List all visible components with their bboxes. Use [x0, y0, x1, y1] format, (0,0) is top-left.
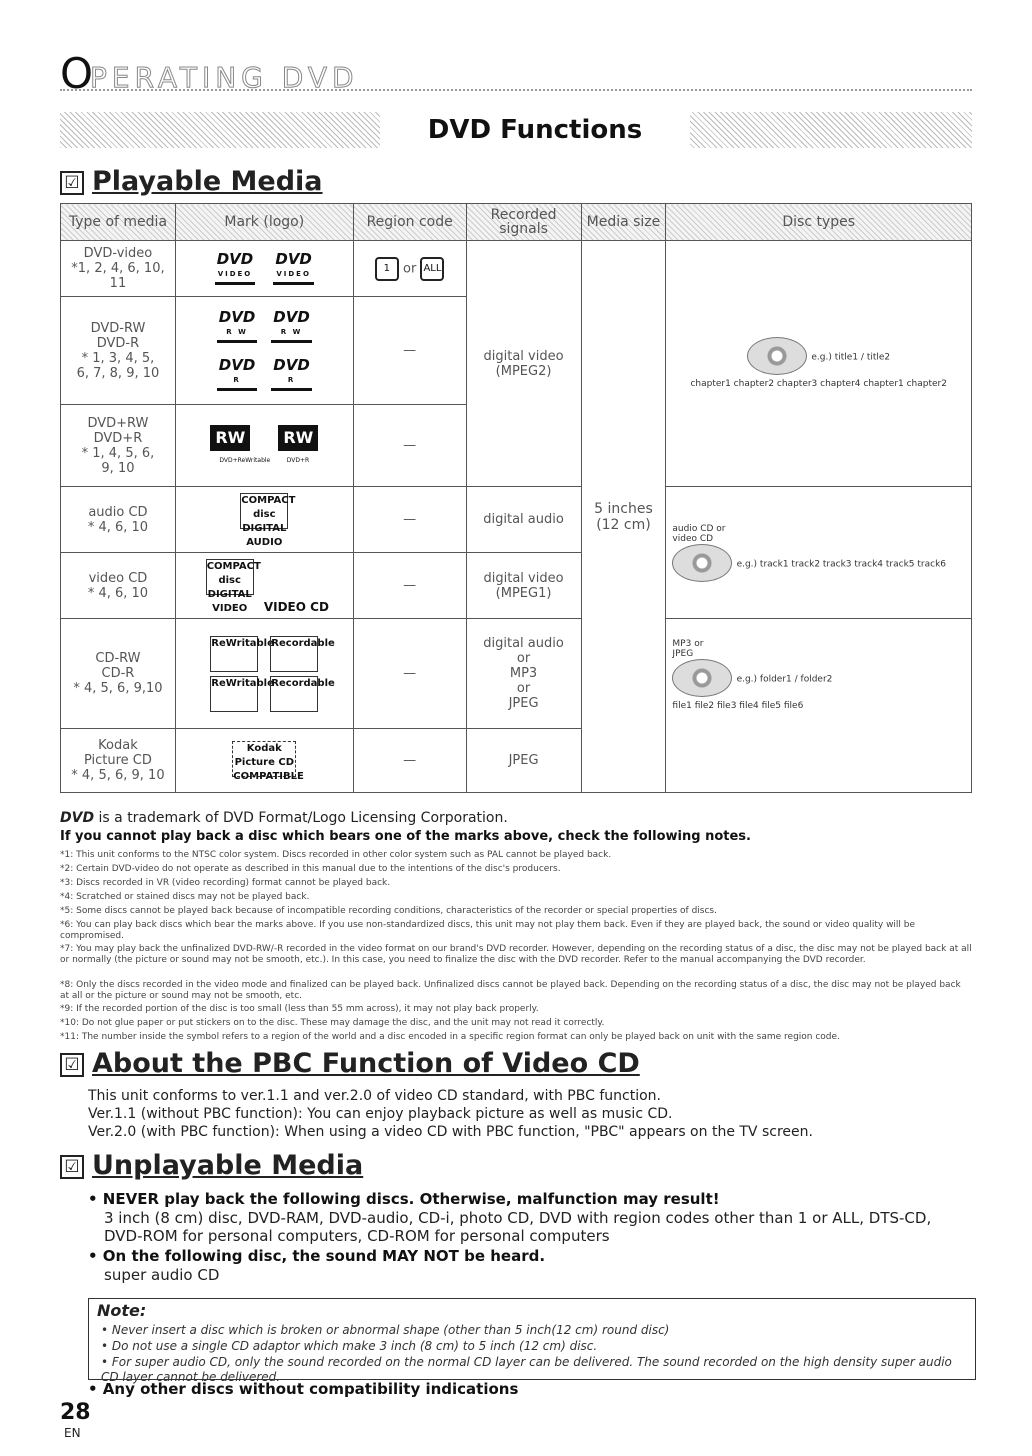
pbc-text: This unit conforms to ver.1.1 and ver.2.0 of video CD standard, with PBC function. [88, 1088, 661, 1104]
media-type: video CD [88, 570, 148, 586]
pbc-text: Ver.1.1 (without PBC function): You can enjoy playback picture as well as music CD. [88, 1106, 673, 1122]
unplayable-bullet: • NEVER play back the following discs. Otherwise, malfunction may result! [88, 1190, 720, 1208]
region-cell: — [353, 619, 466, 729]
region-1-icon: 1 [375, 257, 399, 281]
media-type: audio CD [88, 504, 148, 520]
disc-type-label: MP3 or JPEG [672, 639, 704, 659]
col-header: Disc types [666, 204, 972, 241]
dvd-rw-logo: DVD R W [271, 310, 312, 343]
video-cd-logo: VIDEO CD [263, 599, 329, 614]
unplayable-bullet: • Any other discs without compatibility indications [88, 1380, 519, 1398]
table-row: DVD+RW DVD+R * 1, 4, 5, 6, 9, 10 RW RW DVD+ReWritable DVD+R — [61, 405, 972, 487]
media-type: DVD-RW DVD-R [90, 320, 146, 351]
col-header: Region code [353, 204, 466, 241]
cd-da-logo: COMPACT disc DIGITAL AUDIO [241, 494, 296, 548]
note-box [88, 1298, 976, 1384]
region-cell: — [353, 297, 466, 405]
footnote: *3: Discs recorded in VR (video recording) format cannot be played back. [60, 878, 391, 888]
footnote: *2: Certain DVD-video do not operate as described in this manual due to the intentions of the disc's producers. [60, 864, 561, 874]
dvd-video-logo: DVD VIDEO [273, 252, 314, 285]
pbc-heading: ☑ About the PBC Function of Video CD [60, 1048, 640, 1079]
kodak-logo: Kodak Picture CD COMPATIBLE [233, 742, 304, 782]
header-initial: O [60, 49, 94, 98]
region-cell: — [353, 405, 466, 487]
media-notes: * 4, 5, 6, 9, 10 [71, 768, 165, 783]
cd-video-logo: COMPACT disc DIGITAL VIDEO [206, 560, 261, 614]
cd-r-logo: Recordable [270, 636, 318, 672]
table-row [61, 487, 972, 553]
disc-diagram: e.g.) folder1 / folder2 file1 file2 file3 file4 file5 file6 [672, 674, 833, 711]
footnote: *4: Scratched or stained discs may not be played back. [60, 892, 310, 902]
note-title: Note: [97, 1301, 147, 1320]
footnote: *1: This unit conforms to the NTSC color system. Discs recorded in other color system such as PAL cannot be played back. [60, 850, 612, 860]
media-notes: * 4, 6, 10 [87, 519, 149, 535]
dvd-disc-icon [747, 337, 807, 375]
unplayable-list: 3 inch (8 cm) disc, DVD-RAM, DVD-audio, CD-i, photo CD, DVD with region codes other than 1 or ALL, DTS-CD, DVD-ROM for personal computers, CD-ROM for personal computers [104, 1209, 932, 1245]
table-header-row [61, 204, 972, 241]
note-item: • Never insert a disc which is broken or abnormal shape (other than 5 inch(12 cm) round disc) [101, 1323, 670, 1337]
checkbox-icon: ☑ [60, 171, 84, 195]
note-item: • For super audio CD, only the sound recorded on the normal CD layer can be delivered. The sound recorded on the high density super audio CD layer cannot be delivered. [101, 1355, 952, 1384]
recorded-signal: digital video (MPEG1) [466, 553, 581, 619]
media-type: DVD-video [83, 246, 153, 261]
media-type: DVD+RW DVD+R [87, 415, 149, 446]
dvd-r-logo: DVD R [217, 358, 258, 391]
footnote: *10: Do not glue paper or put stickers on to the disc. These may damage the disc, and the unit may not read it correctly. [60, 1018, 605, 1028]
region-cell: — [353, 553, 466, 619]
recorded-signal: digital audio or MP3 or JPEG [466, 619, 581, 729]
playable-media-table [60, 203, 972, 793]
playable-media-heading: ☑ Playable Media [60, 166, 323, 197]
unplayable-heading: ☑ Unplayable Media [60, 1150, 363, 1181]
col-header: Mark (logo) [175, 204, 353, 241]
checkbox-icon: ☑ [60, 1053, 84, 1077]
note-item: • Do not use a single CD adaptor which make 3 inch (8 cm) to 5 inch (12 cm) disc. [101, 1339, 598, 1353]
disc-diagram: e.g.) track1 track2 track3 track4 track5 track6 [736, 559, 947, 569]
disc-type-label: audio CD or video CD [672, 523, 726, 544]
footnote: *8: Only the discs recorded in the video mode and finalized can be played back. Unfinalized discs cannot be played back. Depending on the recording status of a disc, the disc may not be played back at all or the picture or sound may not be smooth, etc. [60, 980, 961, 1001]
region-all-icon: ALL [420, 257, 444, 281]
banner-title: DVD Functions [380, 112, 690, 148]
region-cell: — [353, 729, 466, 793]
dvd-video-logo: DVD VIDEO [215, 252, 256, 285]
footnote: *5: Some discs cannot be played back because of incompatible recording conditions, characteristics of the recorder or special properties of discs. [60, 906, 717, 916]
recorded-signal: digital audio [466, 487, 581, 553]
col-header: Media size [581, 204, 666, 241]
page-language: EN [64, 1426, 81, 1440]
media-size: 5 inches (12 cm) [594, 500, 653, 533]
media-notes: * 1, 4, 5, 6, 9, 10 [81, 445, 155, 476]
region-cell: — [353, 487, 466, 553]
recorded-signal: digital video (MPEG2) [483, 348, 564, 379]
table-row [61, 619, 972, 729]
header-title: PERATING DVD [90, 61, 359, 94]
media-notes: * 1, 3, 4, 5, 6, 7, 8, 9, 10 [76, 350, 160, 381]
col-header: Type of media [61, 204, 176, 241]
table-row [61, 241, 972, 297]
media-notes: *1, 2, 4, 6, 10, 11 [71, 261, 165, 291]
page-header [60, 49, 972, 98]
footnote: *11: The number inside the symbol refers to a region of the world and a disc encoded in a specific region format can only be played back on unit with the same region code. [60, 1032, 840, 1042]
disc-diagram: e.g.) title1 / title2 chapter1 chapter2 chapter3 chapter4 chapter1 chapter2 [690, 352, 947, 389]
section-banner [60, 112, 972, 148]
media-type: Kodak Picture CD [83, 738, 152, 768]
cd-r-logo: Recordable [270, 676, 318, 712]
mp3-disc-icon [672, 659, 732, 697]
recorded-signal: JPEG [466, 729, 581, 793]
footnote: *9: If the recorded portion of the disc is too small (less than 55 mm across), it may not play back properly. [60, 1004, 539, 1014]
footnote: *7: You may play back the unfinalized DVD-RW/-R recorded in the video format on our brand's DVD recorder. However, depending on the recording status of a disc, the disc may not be played back at all or normally (the picture or sound may not be smooth, etc.). In this case, you need to finalize the disc with the DVD recorder. Refer to the manual accompanying the DVD recorder. [60, 944, 972, 965]
warning-text: If you cannot play back a disc which bears one of the marks above, check the following notes. [60, 829, 751, 844]
dvd-logo-icon: DVD [60, 810, 95, 826]
unplayable-list: super audio CD [104, 1266, 220, 1284]
dvd-rw-logo: DVD R W [217, 310, 258, 343]
col-header: Recorded signals [466, 204, 581, 241]
media-notes: * 4, 5, 6, 9,10 [73, 681, 163, 696]
trademark-line: DVD is a trademark of DVD Format/Logo Licensing Corporation. [60, 810, 508, 826]
cd-rw-logo: ReWritable [210, 636, 258, 672]
cd-disc-icon [672, 544, 732, 582]
pbc-text: Ver.2.0 (with PBC function): When using a video CD with PBC function, "PBC" appears on the TV screen. [88, 1124, 813, 1140]
page-number: 28 [60, 1400, 91, 1425]
rw-logo: RW [210, 425, 250, 451]
media-type: CD-RW CD-R [95, 651, 141, 681]
unplayable-bullet: • On the following disc, the sound MAY NOT be heard. [88, 1247, 546, 1265]
cd-rw-logo: ReWritable [210, 676, 258, 712]
checkbox-icon: ☑ [60, 1155, 84, 1179]
region-or: or [403, 261, 417, 276]
rw-logo: RW [278, 425, 318, 451]
dvd-r-logo: DVD R [271, 358, 312, 391]
footnote: *6: You can play back discs which bear the marks above. If you use non-standardized discs, this unit may not play them back. Even if they are played back, the sound or video quality will be compromised. [60, 920, 916, 941]
media-notes: * 4, 6, 10 [87, 585, 149, 601]
